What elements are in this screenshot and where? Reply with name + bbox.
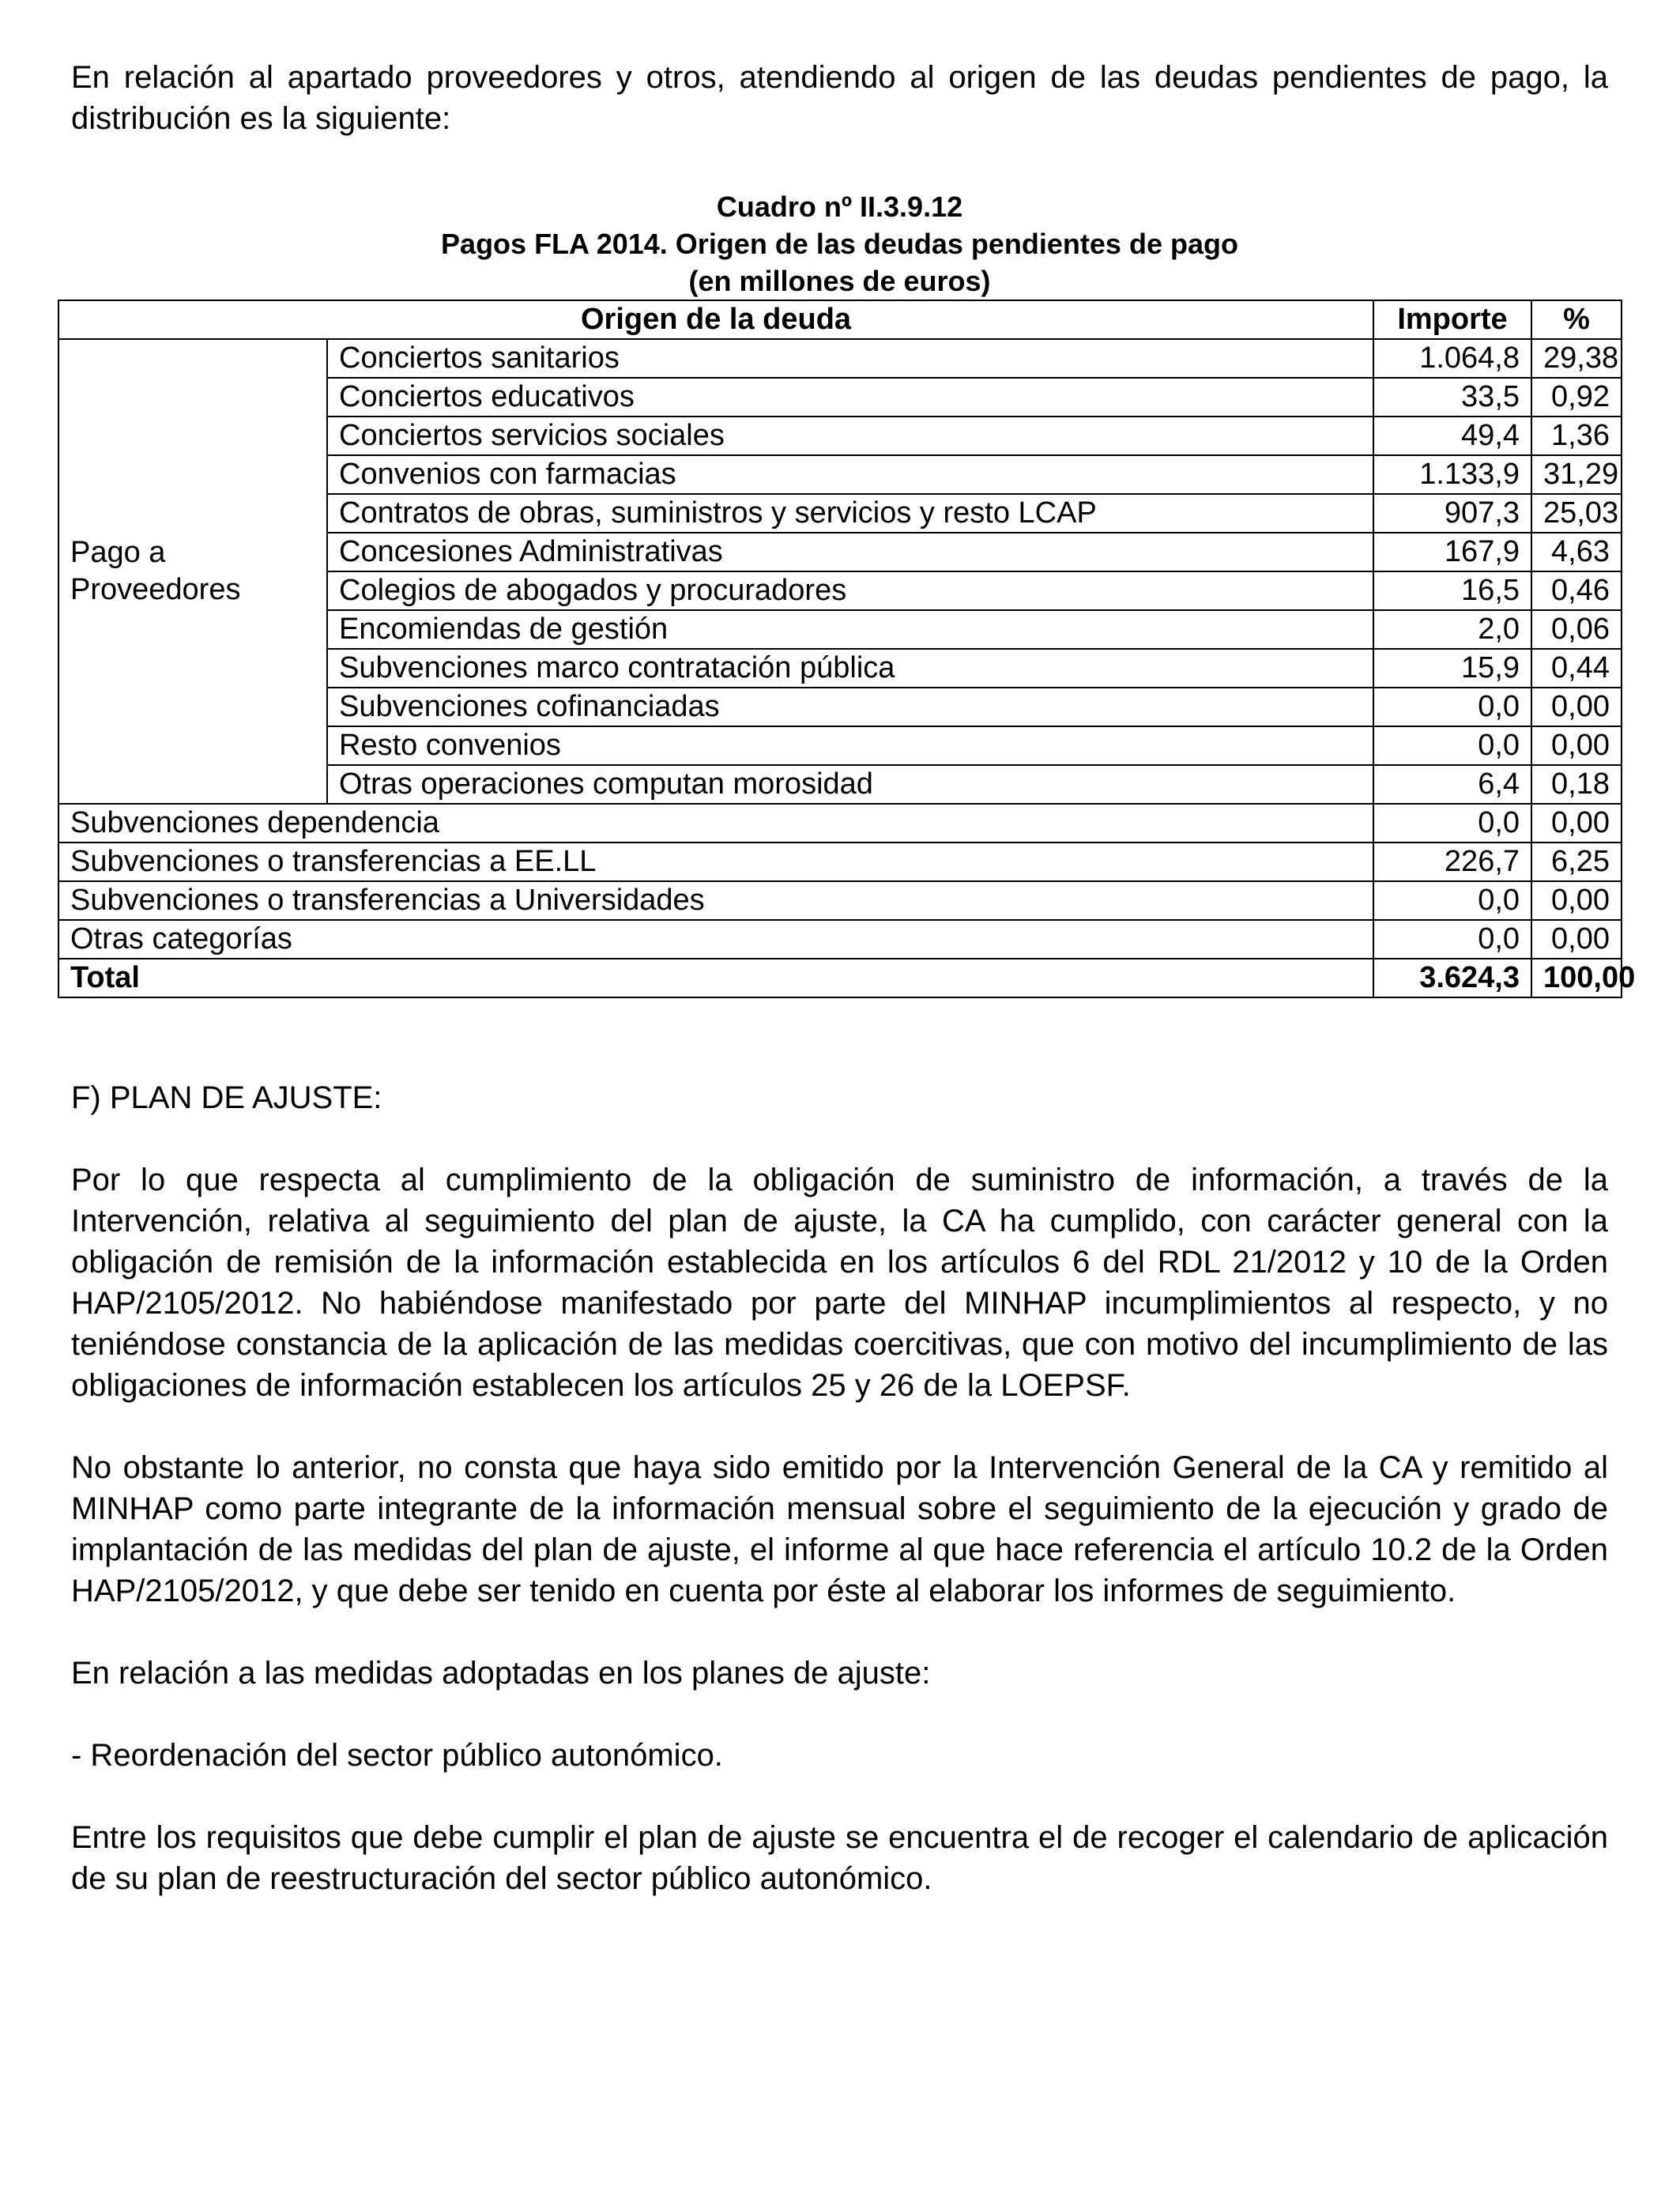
header-origin: Origen de la deuda (58, 300, 1373, 339)
table-row (58, 881, 1622, 920)
table-header-row (58, 300, 1622, 339)
row-amount: 907,3 (1373, 494, 1531, 533)
table-row (58, 339, 1622, 378)
row-label: Conciertos servicios sociales (327, 417, 1373, 455)
row-amount: 0,0 (1373, 804, 1531, 843)
row-percent: 0,00 (1531, 881, 1622, 920)
row-label: Conciertos sanitarios (327, 339, 1373, 378)
row-percent: 6,25 (1531, 843, 1622, 881)
row-amount: 1.064,8 (1373, 339, 1531, 378)
row-label: Concesiones Administrativas (327, 533, 1373, 571)
row-label: Otras operaciones computan morosidad (327, 765, 1373, 804)
table-body (58, 339, 1636, 997)
row-label: Subvenciones o transferencias a EE.LL (58, 843, 1373, 881)
body-paragraph: - Reordenación del sector público autonómico. (71, 1738, 723, 1773)
row-label: Resto convenios (327, 726, 1373, 765)
row-label: Colegios de abogados y procuradores (327, 571, 1373, 610)
row-amount: 2,0 (1373, 610, 1531, 649)
body-paragraphs (71, 1159, 1608, 1899)
row-percent: 0,00 (1531, 688, 1622, 726)
table-row (58, 920, 1622, 959)
section-title: F) PLAN DE AJUSTE: (71, 1080, 382, 1115)
row-amount: 0,0 (1373, 881, 1531, 920)
table-caption-number: Cuadro nº II.3.9.12 (716, 190, 963, 223)
row-amount: 226,7 (1373, 843, 1531, 881)
table-row (58, 843, 1622, 881)
row-amount: 0,0 (1373, 688, 1531, 726)
group-label-cell: Pago a Proveedores (58, 339, 327, 804)
row-amount: 16,5 (1373, 571, 1531, 610)
row-amount: 1.133,9 (1373, 455, 1531, 494)
document-page (70, 57, 1636, 1940)
table-caption-units: (en millones de euros) (688, 265, 991, 297)
total-amount: 3.624,3 (1373, 959, 1531, 997)
row-amount: 33,5 (1373, 378, 1531, 417)
body-paragraph: No obstante lo anterior, no consta que haya sido emitido por la Intervención General de la CA y remitido al MINHAP como parte integrante de la información mensual sobre el seguimiento de la ejecución y grado de implantación de las medidas del plan de ajuste, el informe al que hace referencia el artículo 10.2 de la Orden HAP/2105/2012, y que debe ser tenido en cuenta por éste al elaborar los informes de seguimiento. (71, 1450, 1608, 1608)
row-percent: 31,29 (1531, 455, 1622, 494)
row-label: Encomiendas de gestión (327, 610, 1373, 649)
body-paragraph: Por lo que respecta al cumplimiento de la obligación de suministro de información, a través de la Intervención, relativa al seguimiento del plan de ajuste, la CA ha cumplido, con carácter general con la obligación de remisión de la información establecida en los artículos 6 del RDL 21/2012 y 10 de la Orden HAP/2105/2012. No habiéndose manifestado por parte del MINHAP incumplimientos al respecto, y no teniéndose constancia de la aplicación de las medidas coercitivas, que con motivo del incumplimiento de las obligaciones de información establecen los artículos 25 y 26 de la LOEPSF. (71, 1163, 1608, 1403)
row-percent: 25,03 (1531, 494, 1622, 533)
row-percent: 1,36 (1531, 417, 1622, 455)
row-label: Subvenciones o transferencias a Universidades (58, 881, 1373, 920)
body-paragraph: Entre los requisitos que debe cumplir el plan de ajuste se encuentra el de recoger el calendario de aplicación de su plan de reestructuración del sector público autonómico. (71, 1820, 1608, 1896)
row-percent: 4,63 (1531, 533, 1622, 571)
intro-paragraph: En relación al apartado proveedores y otros, atendiendo al origen de las deudas pendientes de pago, la distribución es la siguiente: (71, 60, 1608, 136)
row-label: Subvenciones dependencia (58, 804, 1373, 843)
row-label: Contratos de obras, suministros y servicios y resto LCAP (327, 494, 1373, 533)
row-label: Conciertos educativos (327, 378, 1373, 417)
row-percent: 0,46 (1531, 571, 1622, 610)
row-percent: 0,06 (1531, 610, 1622, 649)
header-percent: % (1531, 300, 1622, 339)
row-percent: 0,18 (1531, 765, 1622, 804)
row-label: Convenios con farmacias (327, 455, 1373, 494)
debt-origin-table (58, 300, 1636, 998)
row-percent: 0,00 (1531, 726, 1622, 765)
row-amount: 49,4 (1373, 417, 1531, 455)
row-amount: 0,0 (1373, 920, 1531, 959)
row-label: Subvenciones marco contratación pública (327, 649, 1373, 688)
row-percent: 29,38 (1531, 339, 1622, 378)
total-label: Total (58, 959, 1373, 997)
row-percent: 0,00 (1531, 920, 1622, 959)
row-percent: 0,44 (1531, 649, 1622, 688)
body-paragraph: En relación a las medidas adoptadas en los planes de ajuste: (71, 1656, 931, 1691)
row-percent: 0,00 (1531, 804, 1622, 843)
table-caption-title: Pagos FLA 2014. Origen de las deudas pendientes de pago (441, 228, 1238, 260)
table-row (58, 804, 1622, 843)
row-percent: 0,92 (1531, 378, 1622, 417)
row-label: Otras categorías (58, 920, 1373, 959)
row-label: Subvenciones cofinanciadas (327, 688, 1373, 726)
total-percent: 100,00 (1531, 959, 1622, 997)
row-amount: 0,0 (1373, 726, 1531, 765)
row-amount: 15,9 (1373, 649, 1531, 688)
row-amount: 6,4 (1373, 765, 1531, 804)
row-amount: 167,9 (1373, 533, 1531, 571)
table-caption (71, 188, 1608, 300)
table-total-row (58, 959, 1622, 997)
header-amount: Importe (1373, 300, 1531, 339)
